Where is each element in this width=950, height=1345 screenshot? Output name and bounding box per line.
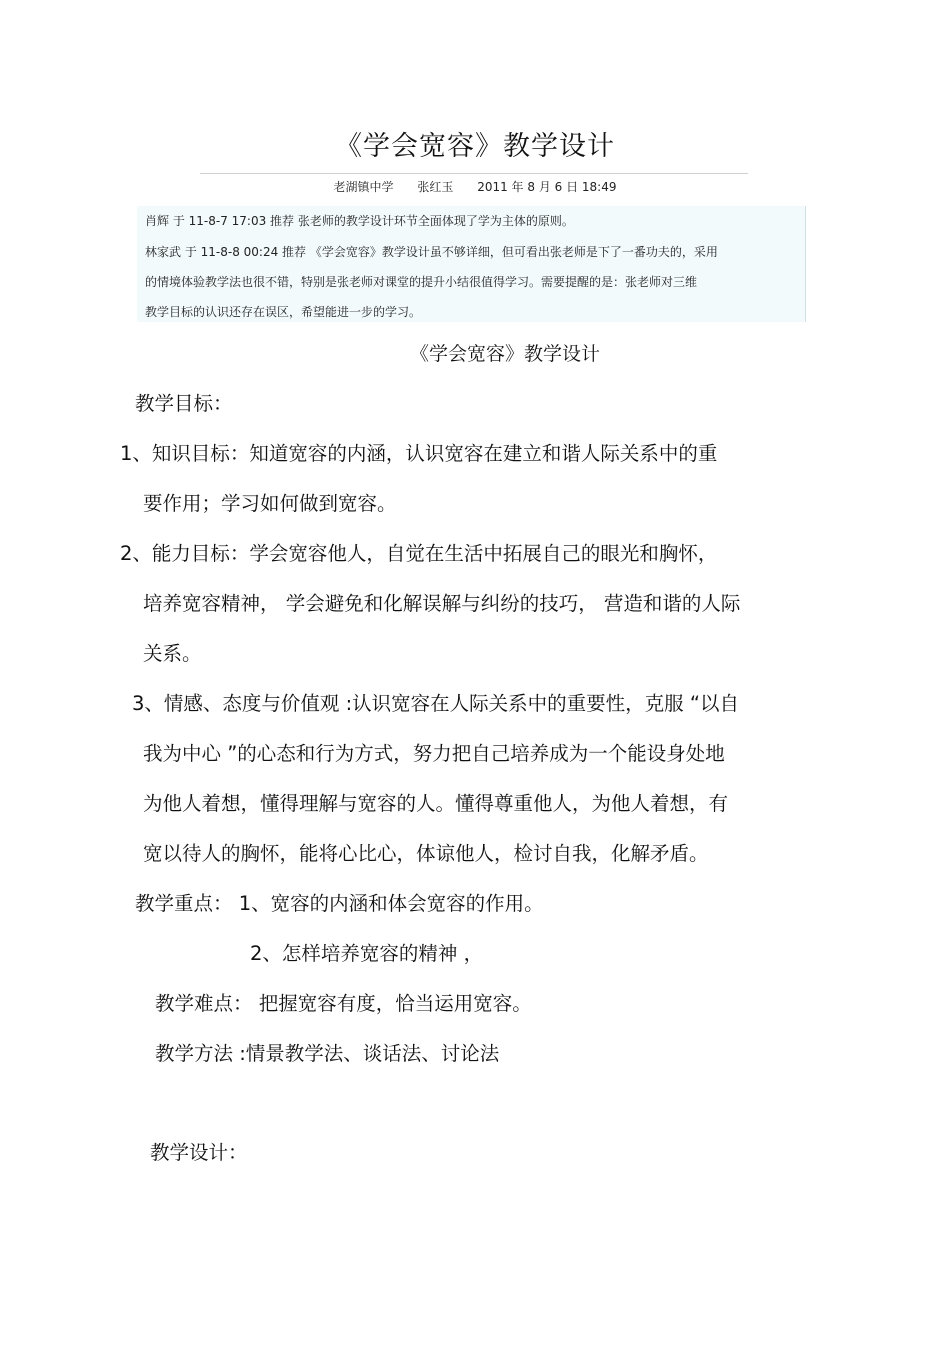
meta-date: 2011 年 8 月 6 日 18:49	[477, 180, 617, 194]
body-line: 培养宽容精神， 学会避免和化解误解与纠纷的技巧， 营造和谐的人际	[143, 592, 741, 615]
body-line: 宽以待人的胸怀，能将心比心，体谅他人，检讨自我，化解矛盾。	[143, 842, 709, 865]
title-divider	[200, 173, 748, 174]
comment-line: 教学目标的认识还存在误区，希望能进一步的学习。	[145, 305, 422, 319]
meta-author: 张红玉	[417, 180, 454, 194]
section-subtitle: 《学会宽容》教学设计	[409, 343, 600, 365]
body-line: 教学难点： 把握宽容有度，恰当运用宽容。	[155, 992, 532, 1015]
body-line: 教学目标：	[135, 392, 233, 415]
article-meta	[0, 178, 950, 195]
document-title: 《学会宽容》教学设计	[335, 131, 615, 162]
body-line: 1、知识目标：知道宽容的内涵，认识宽容在建立和谐人际关系中的重	[120, 442, 718, 465]
body-line: 为他人着想，懂得理解与宽容的人。懂得尊重他人，为他人着想，有	[143, 792, 729, 815]
comment-box	[137, 206, 806, 322]
body-line: 教学方法 :情景教学法、谈话法、讨论法	[155, 1042, 500, 1065]
body-line: 关系。	[143, 642, 202, 665]
comment-line: 的情境体验教学法也很不错，特别是张老师对课堂的提升小结很值得学习。需要提醒的是：张老师对三维	[145, 275, 698, 289]
comment-line: 肖辉 于 11-8-7 17:03 推荐 张老师的教学设计环节全面体现了学为主体的原则。	[145, 214, 574, 228]
body-line: 2、能力目标：学会宽容他人，自觉在生活中拓展自己的眼光和胸怀，	[120, 542, 718, 565]
body-line: 要作用；学习如何做到宽容。	[143, 492, 397, 515]
body-line: 3、情感、态度与价值观 :认识宽容在人际关系中的重要性，克服 “以自	[132, 692, 739, 715]
body-line: 教学重点： 1、宽容的内涵和体会宽容的作用。	[135, 892, 544, 915]
body-line: 我为中心 ”的心态和行为方式，努力把自己培养成为一个能设身处地	[143, 742, 725, 765]
comment-line: 林家武 于 11-8-8 00:24 推荐 《学会宽容》教学设计虽不够详细，但可看出张老师是下了一番功夫的，采用	[145, 245, 718, 259]
meta-school: 老湖镇中学	[333, 180, 394, 194]
body-line: 2、怎样培养宽容的精神 ，	[250, 942, 484, 965]
body-line: 教学设计：	[150, 1141, 248, 1164]
